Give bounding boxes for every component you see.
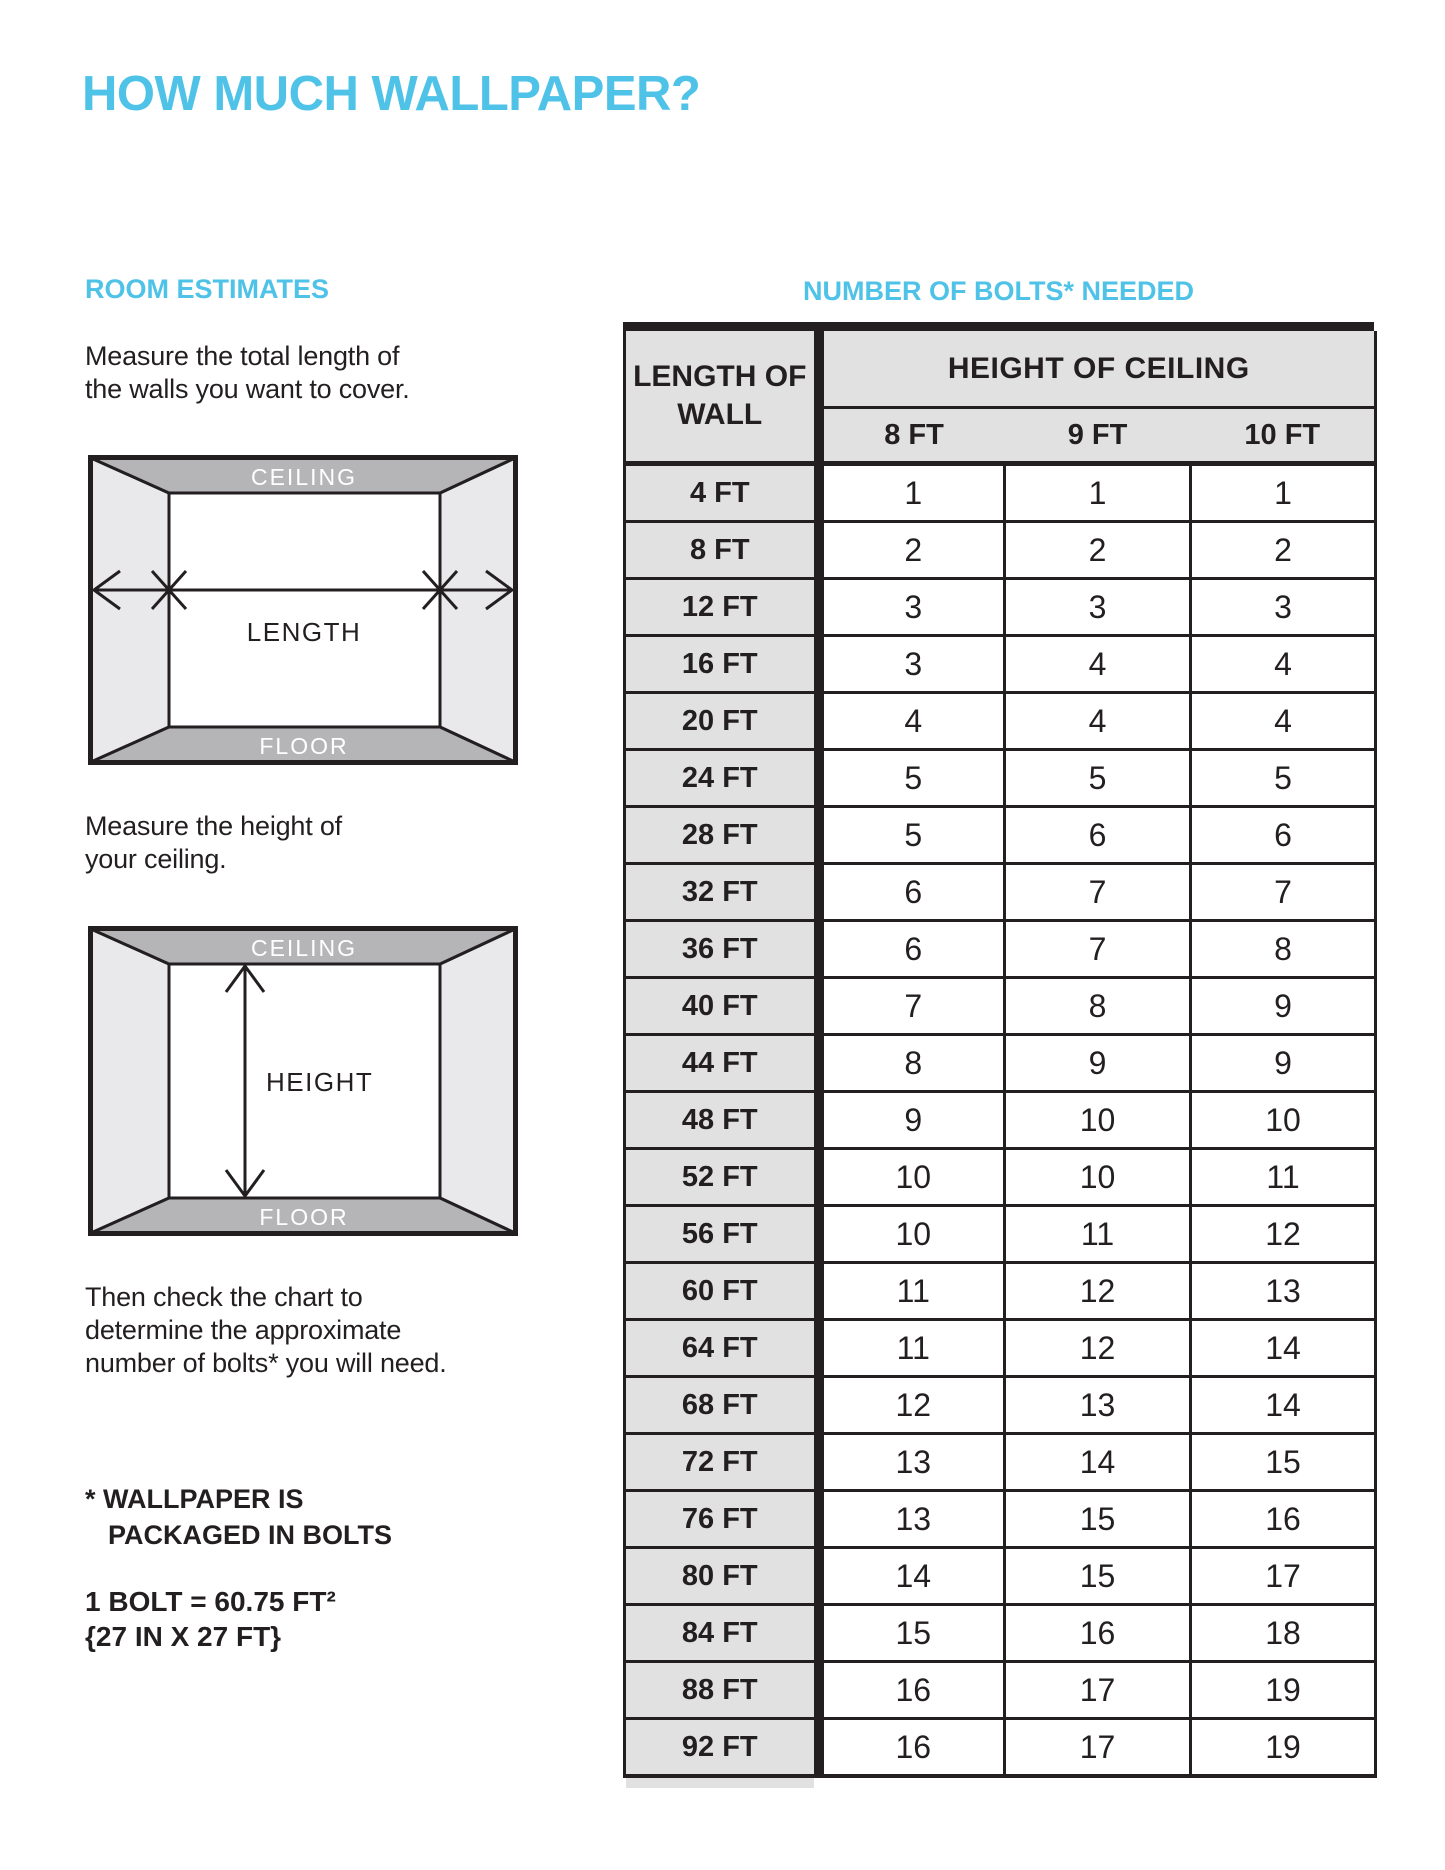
right-wall-shape [440,458,515,762]
wall-length-label: 76 FT [625,1491,819,1548]
bolts-count-value: 10 [1005,1149,1191,1206]
bolts-count-value: 10 [1191,1092,1376,1149]
bolts-count-value: 6 [819,921,1005,978]
left-wall-shape [91,929,169,1233]
bolts-count-value: 2 [1191,522,1376,579]
instruction-line: your ceiling. [85,844,227,874]
column-group-header: HEIGHT OF CEILING [819,331,1376,408]
bolts-count-value: 12 [1005,1320,1191,1377]
wall-length-label: 64 FT [625,1320,819,1377]
table-row [625,921,1376,978]
table-row [625,1263,1376,1320]
bolts-count-value: 9 [819,1092,1005,1149]
floor-label: FLOOR [259,1204,349,1230]
bolts-count-value: 5 [1005,750,1191,807]
bolts-count-value: 8 [819,1035,1005,1092]
table-row [625,807,1376,864]
left-wall-shape [91,458,169,762]
bolts-count-value: 14 [1191,1320,1376,1377]
bolts-count-value: 7 [1005,921,1191,978]
bolts-count-value: 9 [1191,978,1376,1035]
table-row [625,579,1376,636]
table-row [625,1149,1376,1206]
bolts-count-value: 3 [1191,579,1376,636]
bolts-table-heading: NUMBER OF BOLTS* NEEDED [802,276,1194,306]
row-group-header: LENGTH OF WALL [625,331,819,464]
bolts-count-value: 4 [1191,693,1376,750]
wall-length-label: 4 FT [625,464,819,522]
table-row [625,1719,1376,1777]
column-header-10ft: 10 FT [1191,408,1376,464]
wall-length-label: 12 FT [625,579,819,636]
wall-length-label: 16 FT [625,636,819,693]
table-row [625,978,1376,1035]
length-label: LENGTH [246,617,362,647]
wall-length-label: 56 FT [625,1206,819,1263]
bolts-count-value: 19 [1191,1662,1376,1719]
bolts-count-value: 6 [819,864,1005,921]
ceiling-label: CEILING [250,464,358,490]
bolts-count-value: 5 [1191,750,1376,807]
bolts-count-value: 11 [819,1263,1005,1320]
bolts-count-value: 15 [819,1605,1005,1662]
table-row [625,636,1376,693]
bolts-count-value: 11 [819,1320,1005,1377]
bolts-count-value: 12 [819,1377,1005,1434]
bolts-count-value: 4 [1005,636,1191,693]
bolts-table [623,322,1374,1778]
instruction-line: determine the approximate [85,1315,402,1345]
bolts-count-value: 3 [1005,579,1191,636]
instruction-line: the walls you want to cover. [85,374,410,404]
table-row [625,1035,1376,1092]
instruction-line: Measure the height of [85,811,342,841]
bolts-count-value: 4 [1005,693,1191,750]
bolts-count-value: 10 [819,1206,1005,1263]
bolts-count-value: 13 [1191,1263,1376,1320]
wall-length-label: 20 FT [625,693,819,750]
bolts-table-body [625,464,1376,1777]
bolts-count-value: 15 [1005,1548,1191,1605]
bolt-size-line: 1 BOLT = 60.75 FT² [85,1586,336,1617]
bolts-count-value: 2 [1005,522,1191,579]
floor-label: FLOOR [259,733,349,759]
table-row [625,1206,1376,1263]
bolts-count-value: 17 [1191,1548,1376,1605]
table-row [625,1548,1376,1605]
ceiling-label: CEILING [250,935,358,961]
bolts-count-value: 15 [1005,1491,1191,1548]
bolts-count-value: 5 [819,807,1005,864]
bolts-count-value: 11 [1005,1206,1191,1263]
wall-length-label: 84 FT [625,1605,819,1662]
table-row [625,1434,1376,1491]
bolts-count-value: 14 [1191,1377,1376,1434]
bolts-count-value: 13 [1005,1377,1191,1434]
bolts-count-value: 17 [1005,1662,1191,1719]
bolts-count-value: 4 [819,693,1005,750]
table-row [625,864,1376,921]
bolts-count-value: 1 [819,464,1005,522]
table-row [625,1491,1376,1548]
table-row [625,1320,1376,1377]
bolts-count-value: 16 [1005,1605,1191,1662]
bolts-count-value: 14 [819,1548,1005,1605]
page-title: HOW MUCH WALLPAPER? [82,67,701,121]
bolts-count-value: 16 [819,1719,1005,1777]
bolts-count-value: 10 [1005,1092,1191,1149]
wall-length-label: 8 FT [625,522,819,579]
bolts-count-value: 7 [1005,864,1191,921]
instruction-line: Measure the total length of [85,341,400,371]
table-top-bar [623,322,1374,331]
bolts-count-value: 16 [1191,1491,1376,1548]
bolts-count-value: 19 [1191,1719,1376,1777]
table-row [625,1605,1376,1662]
bolts-count-value: 2 [819,522,1005,579]
bolts-count-value: 8 [1005,978,1191,1035]
instruction-line: number of bolts* you will need. [85,1348,447,1378]
right-wall-shape [440,929,515,1233]
instruction-line: Then check the chart to [85,1282,363,1312]
bolts-count-value: 11 [1191,1149,1376,1206]
bolts-count-value: 4 [1191,636,1376,693]
bolts-count-value: 9 [1005,1035,1191,1092]
bolts-count-value: 15 [1191,1434,1376,1491]
bolt-size-info [85,1584,336,1654]
table-row [625,693,1376,750]
bolts-count-value: 5 [819,750,1005,807]
height-label: HEIGHT [266,1067,374,1097]
bolts-count-value: 10 [819,1149,1005,1206]
bolts-count-value: 9 [1191,1035,1376,1092]
room-length-diagram [88,455,518,770]
table-row [625,750,1376,807]
wall-length-label: 32 FT [625,864,819,921]
table-row [625,1662,1376,1719]
table-gray-stub [626,1778,814,1788]
bolts-count-value: 6 [1191,807,1376,864]
wall-length-label: 48 FT [625,1092,819,1149]
wall-length-label: 36 FT [625,921,819,978]
table-row [625,1377,1376,1434]
bolts-count-value: 16 [819,1662,1005,1719]
wall-length-label: 88 FT [625,1662,819,1719]
wall-length-label: 72 FT [625,1434,819,1491]
footnote-line: * WALLPAPER IS [85,1484,304,1514]
wall-length-label: 68 FT [625,1377,819,1434]
room-estimates-heading: ROOM ESTIMATES [85,274,330,304]
instruction-measure-length [85,340,410,406]
wall-length-label: 24 FT [625,750,819,807]
wall-length-label: 52 FT [625,1149,819,1206]
bolts-count-value: 18 [1191,1605,1376,1662]
bolts-count-value: 7 [1191,864,1376,921]
bolts-count-value: 3 [819,579,1005,636]
wall-length-label: 80 FT [625,1548,819,1605]
table-row [625,522,1376,579]
bolts-count-value: 3 [819,636,1005,693]
bolt-size-line: {27 IN X 27 FT} [85,1621,282,1652]
wall-length-label: 40 FT [625,978,819,1035]
room-height-diagram [88,926,518,1241]
footnote-line: PACKAGED IN BOLTS [108,1520,393,1550]
table-row [625,1092,1376,1149]
bolts-count-value: 7 [819,978,1005,1035]
instruction-check-chart [85,1281,447,1380]
bolts-count-value: 6 [1005,807,1191,864]
bolts-count-value: 17 [1005,1719,1191,1777]
wall-length-label: 28 FT [625,807,819,864]
bolts-count-value: 1 [1005,464,1191,522]
bolts-count-value: 12 [1005,1263,1191,1320]
bolts-count-value: 14 [1005,1434,1191,1491]
table-row [625,464,1376,522]
wall-length-label: 60 FT [625,1263,819,1320]
bolts-count-value: 13 [819,1491,1005,1548]
wall-length-label: 44 FT [625,1035,819,1092]
wall-length-label: 92 FT [625,1719,819,1777]
bolts-count-value: 13 [819,1434,1005,1491]
back-wall-shape [169,493,440,727]
bolts-count-value: 8 [1191,921,1376,978]
column-header-9ft: 9 FT [1005,408,1191,464]
bolts-count-value: 1 [1191,464,1376,522]
bolts-count-value: 12 [1191,1206,1376,1263]
bolts-footnote [85,1481,392,1553]
instruction-measure-height [85,810,342,876]
column-header-8ft: 8 FT [819,408,1005,464]
